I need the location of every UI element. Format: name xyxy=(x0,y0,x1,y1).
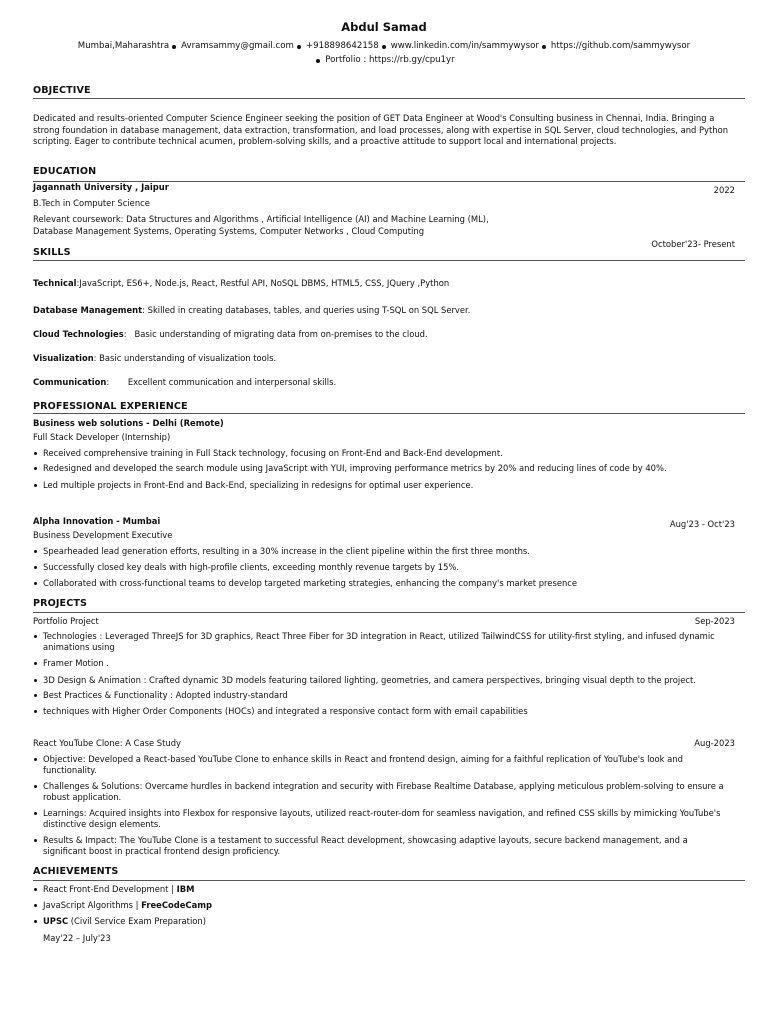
objective-heading: OBJECTIVE xyxy=(33,85,91,96)
coursework-line-2: Database Management Systems, Operating Systems, Computer Networks , Cloud Computing xyxy=(33,226,425,236)
skill-text: : Excellent communication and interpersonal skills. xyxy=(106,377,337,387)
school-name: Jagannath University , Jaipur xyxy=(33,182,169,192)
contact-line xyxy=(0,41,768,51)
skill-text: :JavaScript, ES6+, Node.js, React, Restful API, NoSQL DBMS, HTML5, CSS, JQuery ,Python xyxy=(76,278,450,288)
education-heading: EDUCATION xyxy=(33,166,97,177)
project-bullet: techniques with Higher Order Components (HOCs) and integrated a responsive contact form with email capabilities xyxy=(33,706,733,717)
project-bullet: Objective: Developed a React-based YouTube Clone to enhance skills in React and frontend design, aiming for a faithful replication of YouTube's look and functionality. xyxy=(33,754,733,776)
skill-label: Communication xyxy=(33,377,107,387)
skill-label: Visualization xyxy=(33,353,94,363)
portfolio-link[interactable]: Portfolio : https://rb.gy/cpu1yr xyxy=(325,55,455,65)
email-link[interactable]: Avramsammy@gmail.com xyxy=(181,41,294,51)
location-text: Mumbai,Maharashtra xyxy=(77,41,170,51)
company-name: Alpha Innovation - Mumbai xyxy=(33,516,161,526)
skill-text: : Basic understanding of visualization tools. xyxy=(93,353,277,363)
section-divider xyxy=(33,260,745,261)
project-bullet: Learnings: Acquired insights into Flexbox for responsive layouts, utilized react-router-dom for seamless navigation, and refined CSS skills by mimicking YouTube's distinctive design elements. xyxy=(33,808,733,830)
phone-text: +918898642158 xyxy=(305,41,379,51)
bullet-separator xyxy=(297,45,301,49)
project-bullet: 3D Design & Animation : Crafted dynamic 3D models featuring tailored lighting, geometries, and camera perspectives, bringing visual depth to the project. xyxy=(33,675,733,686)
section-divider xyxy=(33,98,745,99)
linkedin-link[interactable]: www.linkedin.com/in/sammywysor xyxy=(390,41,539,51)
project-date: Sep-2023 xyxy=(694,616,735,626)
achievement-text: React Front-End Development | xyxy=(43,884,177,894)
job-bullet: Redesigned and developed the search module using JavaScript with YUI, improving performance metrics by 20% and reducing lines of code by 40%. xyxy=(33,463,733,474)
experience-heading: PROFESSIONAL EXPERIENCE xyxy=(33,401,188,412)
achievement-org: IBM xyxy=(176,884,195,894)
project-date: Aug-2023 xyxy=(694,738,735,748)
project-bullet: Technologies : Leveraged ThreeJS for 3D graphics, React Three Fiber for 3D integration in React, utilized TailwindCSS for utility-first styling, and infused dynamic animations using xyxy=(33,631,733,653)
bullet-separator xyxy=(172,45,176,49)
achievements-heading: ACHIEVEMENTS xyxy=(33,866,119,877)
achievement-org: UPSC xyxy=(43,916,69,926)
job-role: Full Stack Developer (Internship) xyxy=(33,432,171,442)
degree-text: B.Tech in Computer Science xyxy=(33,198,150,208)
skill-database xyxy=(33,305,470,315)
graduation-year: 2022 xyxy=(713,185,735,195)
project-bullet: Best Practices & Functionality : Adopted industry-standard xyxy=(33,690,733,701)
achievement-item xyxy=(33,900,733,911)
project-bullet: Challenges & Solutions: Overcame hurdles in backend integration and security with Firebase Realtime Database, applying meticulous problem-solving to ensure a robust application. xyxy=(33,781,733,803)
skill-text: : Skilled in creating databases, tables, and queries using T-SQL on SQL Server. xyxy=(142,305,471,315)
bullet-separator xyxy=(382,45,386,49)
portfolio-line xyxy=(0,55,768,65)
job-bullet: Successfully closed key deals with high-profile clients, exceeding monthly revenue targets by 15%. xyxy=(33,562,733,573)
job-bullet: Received comprehensive training in Full Stack technology, focusing on Front-End and Back-End development. xyxy=(33,448,733,459)
achievement-org: FreeCodeCamp xyxy=(141,900,212,910)
github-link[interactable]: https://github.com/sammywysor xyxy=(550,41,691,51)
job-bullet: Led multiple projects in Front-End and Back-End, specializing in redesigns for optimal user experience. xyxy=(33,480,733,491)
bullet-separator xyxy=(316,59,320,63)
company-name: Business web solutions - Delhi (Remote) xyxy=(33,418,224,428)
skill-label: Technical xyxy=(33,278,77,288)
job-dates: Aug'23 - Oct'23 xyxy=(669,519,735,529)
job-role: Business Development Executive xyxy=(33,530,173,540)
achievement-text: (Civil Service Exam Preparation) xyxy=(68,916,206,926)
project-title: Portfolio Project xyxy=(33,616,99,626)
section-divider xyxy=(33,612,745,613)
skill-label: Cloud Technologies xyxy=(33,329,124,339)
section-divider xyxy=(33,413,745,414)
achievement-text: JavaScript Algorithms | xyxy=(43,900,142,910)
projects-heading: PROJECTS xyxy=(33,598,87,609)
project-bullet: Results & Impact: The YouTube Clone is a testament to successful React development, showcasing adaptive layouts, secure backend management, and a significant boost in practical frontend design proficiency. xyxy=(33,835,733,857)
section-divider xyxy=(33,880,745,881)
skills-heading: SKILLS xyxy=(33,247,71,258)
project-bullet: Framer Motion . xyxy=(33,658,733,669)
project-title: React YouTube Clone: A Case Study xyxy=(33,738,181,748)
skill-technical xyxy=(33,278,449,288)
achievement-date: May'22 – July'23 xyxy=(43,933,111,943)
achievement-item xyxy=(33,884,733,895)
candidate-name: Abdul Samad xyxy=(341,20,427,34)
skill-text: : Basic understanding of migrating data from on-premises to the cloud. xyxy=(123,329,428,339)
job-bullet: Spearheaded lead generation efforts, resulting in a 30% increase in the client pipeline within the first three months. xyxy=(33,546,733,557)
job-bullet: Collaborated with cross-functional teams to develop targeted marketing strategies, enhancing the company's market presence xyxy=(33,578,733,589)
skill-label: Database Management xyxy=(33,305,143,315)
skill-communication xyxy=(33,377,336,387)
objective-text: Dedicated and results-oriented Computer Science Engineer seeking the position of GET Data Engineer at Wood's Consulting business in Chennai, India. Bringing a strong foundation in database management, data extraction, transformation, and load processes, along with expertise in SQL Server, cloud technologies, and Python scripting. Eager to contribute technical acumen, problem-solving skills, and a proactive attitude to support local and international projects. xyxy=(33,113,729,147)
coursework-line-1: Relevant coursework: Data Structures and Algorithms , Artificial Intelligence (AI) and Machine Learning (ML), xyxy=(33,214,489,224)
skill-cloud xyxy=(33,329,428,339)
bullet-separator xyxy=(542,45,546,49)
education-date-note: October'23- Present xyxy=(651,239,735,249)
achievement-item xyxy=(33,916,733,927)
skill-visualization xyxy=(33,353,276,363)
